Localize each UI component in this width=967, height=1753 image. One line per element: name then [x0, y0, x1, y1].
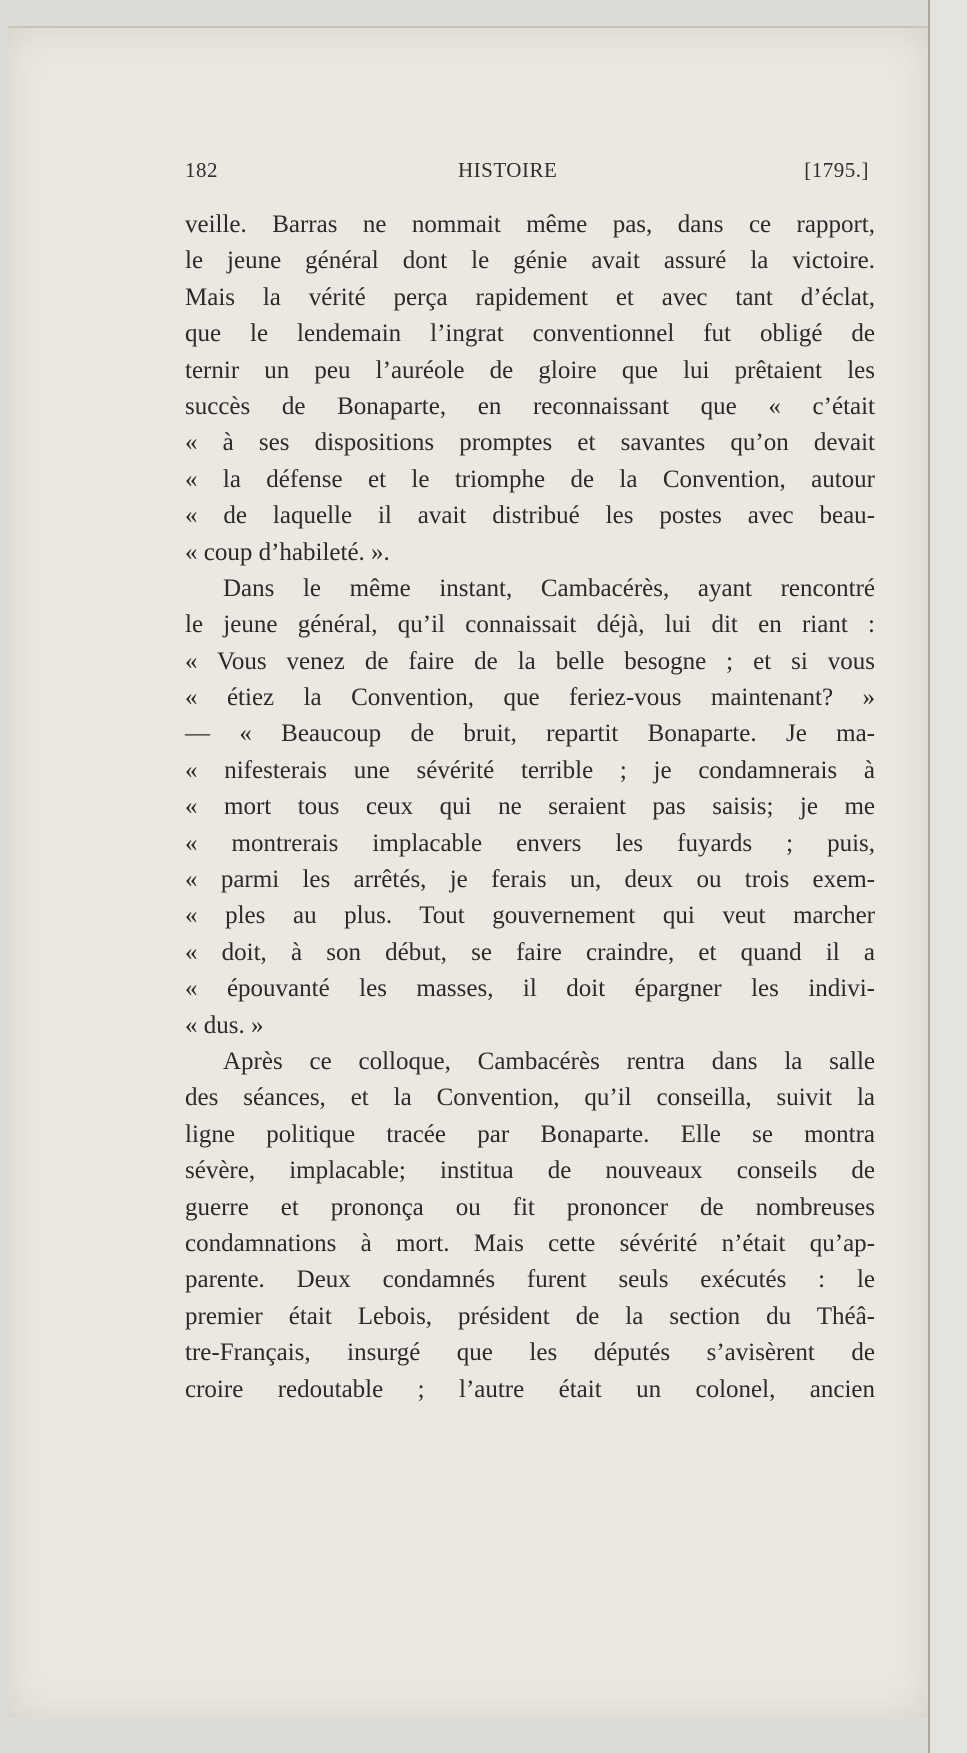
text-line: guerre et prononça ou fit prononcer de nombreuses — [185, 1193, 875, 1221]
text-line: veille. Barras ne nommait même pas, dans ce rapport, — [185, 211, 875, 238]
text-line: « ples au plus. Tout gouvernement qui veut marcher — [185, 902, 875, 930]
text-line: « nifesterais une sévérité terrible ; je condamnerais à — [185, 756, 875, 784]
text-line: Mais la vérité perça rapidement et avec tant d’éclat, — [185, 283, 875, 311]
text-line: Dans le même instant, Cambacérès, ayant rencontré — [223, 574, 875, 602]
running-head — [185, 158, 875, 188]
text-line: ligne politique tracée par Bonaparte. Elle se montra — [185, 1120, 875, 1148]
text-line: que le lendemain l’ingrat conventionnel fut obligé de — [185, 320, 875, 348]
text-line: Après ce colloque, Cambacérès rentra dans la salle — [223, 1047, 875, 1075]
next-page-edge — [928, 0, 967, 1753]
text-line: « parmi les arrêtés, je ferais un, deux ou trois exem- — [185, 866, 875, 894]
running-year: [1795.] — [804, 158, 869, 182]
text-line: succès de Bonaparte, en reconnaissant que « c’était — [185, 392, 875, 420]
text-line: sévère, implacable; institua de nouveaux conseils de — [185, 1157, 875, 1185]
text-line: « à ses dispositions promptes et savantes qu’on devait — [185, 429, 875, 457]
page-number: 182 — [185, 158, 218, 182]
text-line: parente. Deux condamnés furent seuls exécutés : le — [185, 1266, 875, 1294]
text-line: « montrerais implacable envers les fuyards ; puis, — [185, 829, 875, 857]
text-line: « dus. » — [185, 1011, 264, 1039]
text-line: « la défense et le triomphe de la Convention, autour — [185, 465, 875, 493]
text-line: « Vous venez de faire de la belle besogne ; et si vous — [185, 647, 875, 675]
text-line: « doit, à son début, se faire craindre, et quand il a — [185, 938, 875, 966]
body-text — [185, 207, 875, 1408]
text-line: « de laquelle il avait distribué les postes avec beau- — [185, 502, 875, 530]
text-line: tre-Français, insurgé que les députés s’avisèrent de — [185, 1339, 875, 1367]
text-line: condamnations à mort. Mais cette sévérité n’était qu’ap- — [185, 1229, 875, 1257]
text-line: premier était Lebois, président de la section du Théâ- — [185, 1302, 875, 1330]
text-line: « épouvanté les masses, il doit épargner les indivi- — [185, 975, 875, 1003]
text-line: ternir un peu l’auréole de gloire que lui prêtaient les — [185, 356, 875, 384]
running-title: HISTOIRE — [458, 158, 558, 182]
text-line: le jeune général dont le génie avait assuré la victoire. — [185, 247, 875, 275]
text-line: des séances, et la Convention, qu’il conseilla, suivit la — [185, 1084, 875, 1112]
text-line: — « Beaucoup de bruit, repartit Bonaparte. Je ma- — [185, 720, 875, 748]
text-line: croire redoutable ; l’autre était un colonel, ancien — [185, 1375, 875, 1403]
text-line: « mort tous ceux qui ne seraient pas saisis; je me — [185, 793, 875, 821]
text-line: « étiez la Convention, que feriez-vous maintenant? » — [185, 684, 875, 712]
text-line: le jeune général, qu’il connaissait déjà, lui dit en riant : — [185, 611, 875, 639]
text-line: « coup d’habileté. ». — [185, 538, 390, 566]
